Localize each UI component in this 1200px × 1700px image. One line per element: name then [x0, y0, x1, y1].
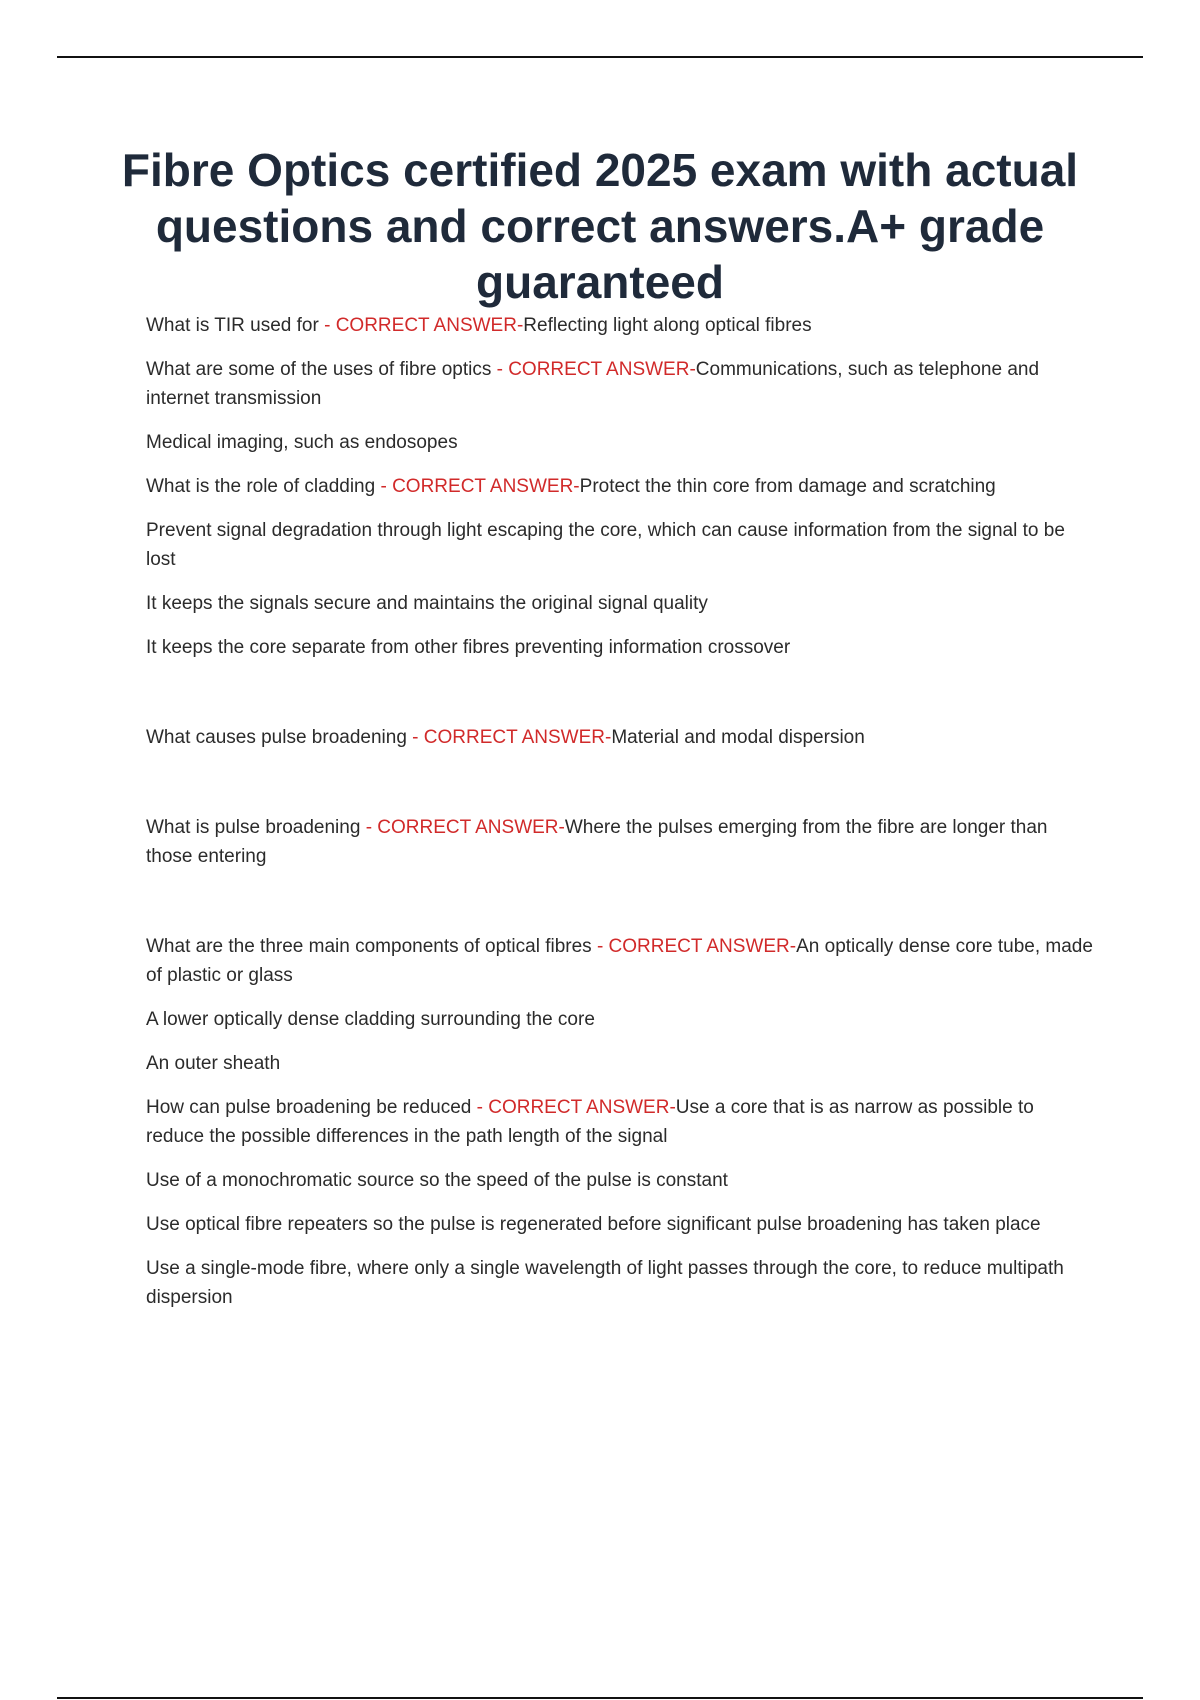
answer-continuation: It keeps the signals secure and maintains the original signal quality [146, 593, 708, 614]
top-rule [57, 56, 1143, 58]
correct-answer-marker: - CORRECT ANSWER- [596, 936, 797, 957]
qa-paragraph-pulse-reduction [146, 1093, 1096, 1151]
correct-answer-marker: - CORRECT ANSWER- [496, 359, 696, 380]
answer-continuation: A lower optically dense cladding surrounding the core [146, 1009, 595, 1030]
qa-paragraph-components [146, 932, 1096, 990]
qa-paragraph-tir [146, 311, 1096, 340]
qa-paragraph-pulse-causes [146, 723, 1096, 752]
answer-continuation: Use of a monochromatic source so the speed of the pulse is constant [146, 1170, 728, 1191]
question-text: What is the role of cladding [146, 476, 381, 497]
correct-answer-marker: - CORRECT ANSWER- [380, 476, 580, 497]
correct-answer-marker: - CORRECT ANSWER- [324, 315, 524, 336]
answer-continuation: Use a single-mode fibre, where only a single wavelength of light passes through the core, to reduce multipath dispersion [146, 1258, 1064, 1308]
answer-text: Use a core that is as narrow as possible to reduce the possible differences in the path length of the signal [146, 1097, 1034, 1147]
answer-text: Communications, such as telephone and internet transmission [146, 359, 1040, 409]
question-text: What is pulse broadening [146, 817, 366, 838]
correct-answer-marker: - CORRECT ANSWER- [412, 727, 612, 748]
document-body [146, 311, 1096, 1327]
question-text: What causes pulse broadening [146, 727, 413, 748]
answer-text: An optically dense core tube, made of plastic or glass [146, 936, 1093, 986]
answer-continuation: It keeps the core separate from other fibres preventing information crossover [146, 637, 791, 658]
answer-text: Reflecting light along optical fibres [523, 315, 812, 336]
question-text: What is TIR used for [146, 315, 325, 336]
question-text: What are the three main components of optical fibres [146, 936, 597, 957]
correct-answer-marker: - CORRECT ANSWER- [476, 1097, 676, 1118]
document-title: Fibre Optics certified 2025 exam with actual questions and correct answers.A+ grade guaranteed [121, 144, 1079, 308]
answer-continuation: Use optical fibre repeaters so the pulse is regenerated before significant pulse broadening has taken place [146, 1214, 1041, 1235]
qa-paragraph-uses [146, 355, 1096, 413]
answer-continuation: Medical imaging, such as endosopes [146, 432, 458, 453]
qa-paragraph-pulse-definition [146, 813, 1096, 871]
bottom-rule [57, 1697, 1143, 1699]
qa-paragraph-cladding [146, 472, 1096, 501]
answer-text: Where the pulses emerging from the fibre are longer than those entering [146, 817, 1048, 867]
question-text: How can pulse broadening be reduced [146, 1097, 477, 1118]
correct-answer-marker: - CORRECT ANSWER- [365, 817, 565, 838]
answer-continuation: Prevent signal degradation through light escaping the core, which can cause information from the signal to be lost [146, 520, 1065, 570]
answer-text: Material and modal dispersion [611, 727, 865, 748]
question-text: What are some of the uses of fibre optics [146, 359, 497, 380]
answer-continuation: An outer sheath [146, 1053, 281, 1074]
answer-text: Protect the thin core from damage and scratching [579, 476, 996, 497]
